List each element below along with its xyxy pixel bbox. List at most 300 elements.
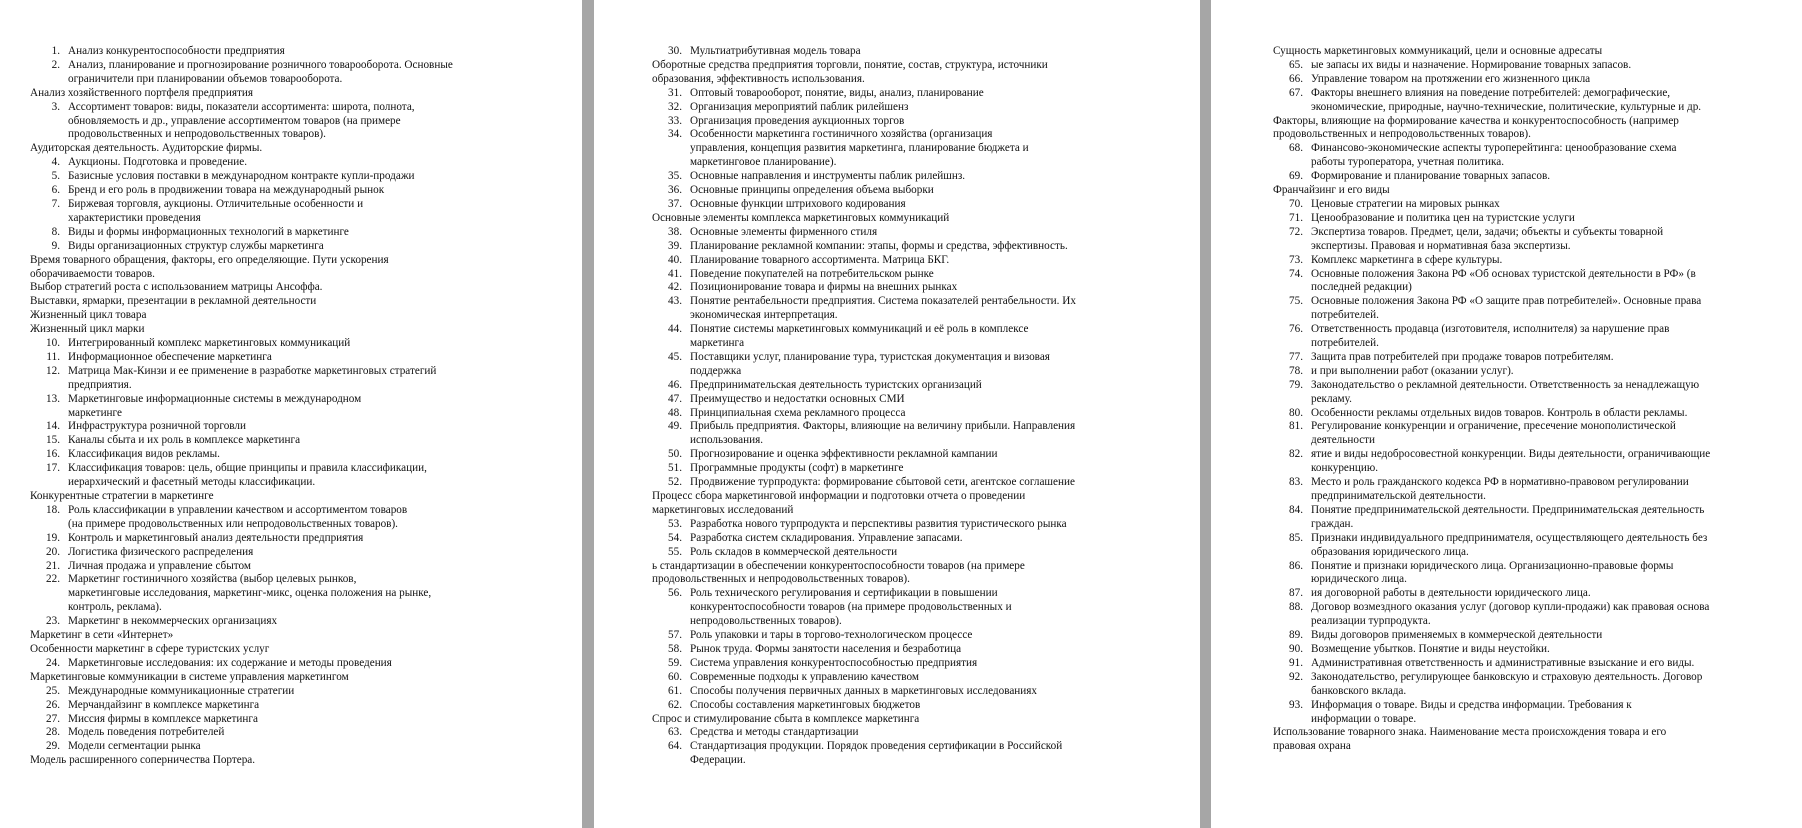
list-number: 21. xyxy=(46,559,60,572)
list-item xyxy=(652,198,1176,212)
list-item xyxy=(1273,671,1778,685)
line-text: использования. xyxy=(690,434,764,447)
list-number: 62. xyxy=(668,698,682,711)
list-item-continuation xyxy=(1273,518,1778,532)
list-item xyxy=(652,87,1176,101)
list-number: 61. xyxy=(668,684,682,697)
list-item-continuation xyxy=(1273,573,1778,587)
list-number: 46. xyxy=(668,378,682,391)
line-text: Экспертиза товаров. Предмет, цели, задачи; объекты и субъекты товарной xyxy=(1311,225,1664,238)
list-item-continuation xyxy=(30,212,558,226)
list-item xyxy=(652,323,1176,337)
list-item xyxy=(30,198,558,212)
line-text: потребителей. xyxy=(1311,309,1379,322)
list-number: 65. xyxy=(1289,58,1303,71)
document-page-2 xyxy=(594,0,1200,828)
list-number: 59. xyxy=(668,656,682,669)
list-number: 22. xyxy=(46,573,60,586)
list-item xyxy=(1273,601,1778,615)
line-text: Договор возмездного оказания услуг (договор купли-продажи) как правовая основа xyxy=(1311,601,1710,614)
list-number: 12. xyxy=(46,364,60,377)
list-number: 79. xyxy=(1289,378,1303,391)
list-item xyxy=(30,420,558,434)
line-text: оборачиваемости товаров. xyxy=(30,267,155,280)
list-item-continuation xyxy=(652,337,1176,351)
list-number: 86. xyxy=(1289,559,1303,572)
line-text: Маркетинговые коммуникации в системе управления маркетингом xyxy=(30,670,349,683)
list-item-continuation xyxy=(30,115,558,129)
list-item xyxy=(30,615,558,629)
list-item xyxy=(652,128,1176,142)
line-text: Особенности рекламы отдельных видов товаров. Контроль в области рекламы. xyxy=(1311,406,1688,419)
line-text: информации о товаре. xyxy=(1311,712,1417,725)
list-item-continuation xyxy=(1273,101,1778,115)
line-text: продовольственных и непродовольственных товаров). xyxy=(68,128,326,141)
list-item xyxy=(652,476,1176,490)
line-text: Место и роль гражданского кодекса РФ в нормативно-правовом регулировании xyxy=(1311,476,1689,489)
line-text: Преимущество и недостатки основных СМИ xyxy=(690,392,905,405)
line-text: Основные положения Закона РФ «Об основах туристской деятельности в РФ» (в xyxy=(1311,267,1696,280)
list-number: 2. xyxy=(51,58,60,71)
line-text: Миссия фирмы в комплексе маркетинга xyxy=(68,712,258,725)
line-text: Рынок труда. Формы занятости населения и безработица xyxy=(690,642,962,655)
list-number: 56. xyxy=(668,587,682,600)
line-text: Франчайзинг и его виды xyxy=(1273,184,1390,197)
list-number: 42. xyxy=(668,281,682,294)
list-number: 47. xyxy=(668,392,682,405)
list-number: 77. xyxy=(1289,350,1303,363)
list-number: 66. xyxy=(1289,72,1303,85)
line-text: Управление товаром на протяжении его жизненного цикла xyxy=(1311,72,1591,85)
line-text: Маркетинг в некоммерческих организациях xyxy=(68,615,278,628)
line-text: иерархический и фасетный методы классификации. xyxy=(68,476,316,489)
list-item xyxy=(652,671,1176,685)
list-item xyxy=(652,546,1176,560)
list-number: 83. xyxy=(1289,476,1303,489)
section-heading xyxy=(652,212,1176,226)
list-number: 16. xyxy=(46,448,60,461)
line-text: Маркетинговые информационные системы в международном xyxy=(68,392,362,405)
list-item xyxy=(30,226,558,240)
list-number: 90. xyxy=(1289,642,1303,655)
line-text: Анализ конкурентоспособности предприятия xyxy=(68,45,285,57)
list-number: 35. xyxy=(668,170,682,183)
line-text: Средства и методы стандартизации xyxy=(690,726,859,739)
list-number: 67. xyxy=(1289,86,1303,99)
list-number: 15. xyxy=(46,434,60,447)
line-text: реализации турпродукта. xyxy=(1311,615,1431,628)
list-item-continuation xyxy=(1273,337,1778,351)
section-heading xyxy=(1273,726,1778,740)
list-item xyxy=(30,45,558,59)
line-text: ятие и виды недобросовестной конкуренции. Виды деятельности, ограничивающие xyxy=(1311,448,1711,461)
list-item xyxy=(1273,73,1778,87)
section-heading xyxy=(30,323,558,337)
line-text: маркетинге xyxy=(68,406,122,419)
list-item-continuation xyxy=(652,142,1176,156)
line-text: Инфраструктура розничной торговли xyxy=(68,420,246,433)
line-text: Модель поведения потребителей xyxy=(68,726,225,739)
list-item xyxy=(652,226,1176,240)
list-item xyxy=(30,573,558,587)
document-page-3 xyxy=(1211,0,1802,828)
line-text: Маркетинг гостиничного хозяйства (выбор целевых рынков, xyxy=(68,573,357,586)
list-item xyxy=(652,407,1176,421)
section-heading xyxy=(652,59,1176,73)
line-text: Принципиальная схема рекламного процесса xyxy=(690,406,906,419)
list-number: 89. xyxy=(1289,629,1303,642)
list-item xyxy=(30,156,558,170)
line-text: Роль складов в коммерческой деятельности xyxy=(690,545,898,558)
list-item xyxy=(652,184,1176,198)
line-text: Роль упаковки и тары в торгово-технологическом процессе xyxy=(690,629,973,642)
list-item-continuation xyxy=(1273,615,1778,629)
list-item xyxy=(652,629,1176,643)
list-number: 25. xyxy=(46,684,60,697)
list-item-continuation xyxy=(1273,281,1778,295)
list-item xyxy=(652,518,1176,532)
line-text: Стандартизация продукции. Порядок проведения сертификации в Российской xyxy=(690,740,1063,753)
list-item xyxy=(30,101,558,115)
list-item-continuation xyxy=(652,434,1176,448)
list-number: 39. xyxy=(668,239,682,252)
list-number: 63. xyxy=(668,726,682,739)
list-number: 68. xyxy=(1289,142,1303,155)
list-number: 49. xyxy=(668,420,682,433)
list-number: 44. xyxy=(668,323,682,336)
list-number: 51. xyxy=(668,462,682,475)
list-item-continuation xyxy=(30,518,558,532)
line-text: предприятия. xyxy=(68,378,132,391)
line-text: Личная продажа и управление сбытом xyxy=(68,559,251,572)
line-text: Поставщики услуг, планирование тура, туристская документация и визовая xyxy=(690,350,1050,363)
list-item xyxy=(30,532,558,546)
section-heading xyxy=(1273,45,1778,59)
list-item-continuation xyxy=(1273,685,1778,699)
list-number: 93. xyxy=(1289,698,1303,711)
list-item-continuation xyxy=(1273,490,1778,504)
list-number: 92. xyxy=(1289,670,1303,683)
list-item-continuation xyxy=(1273,240,1778,254)
list-item xyxy=(1273,587,1778,601)
list-number: 1. xyxy=(51,45,60,57)
list-item xyxy=(30,713,558,727)
line-text: характеристики проведения xyxy=(68,211,201,224)
list-item xyxy=(1273,87,1778,101)
list-item xyxy=(1273,365,1778,379)
list-item xyxy=(30,184,558,198)
list-item xyxy=(1273,407,1778,421)
list-number: 7. xyxy=(51,197,60,210)
line-text: Мультиатрибутивная модель товара xyxy=(690,45,861,57)
line-text: Понятие и признаки юридического лица. Организационно-правовые формы xyxy=(1311,559,1674,572)
list-number: 28. xyxy=(46,726,60,739)
list-number: 40. xyxy=(668,253,682,266)
line-text: рекламу. xyxy=(1311,392,1352,405)
line-text: Прибыль предприятия. Факторы, влияющие на величину прибыли. Направления xyxy=(690,420,1076,433)
list-item xyxy=(652,643,1176,657)
section-heading xyxy=(1273,115,1778,129)
line-text: Модель расширенного соперничества Портера. xyxy=(30,754,256,767)
list-item xyxy=(652,685,1176,699)
line-text: Разработка нового турпродукта и перспективы развития туристического рынка xyxy=(690,517,1067,530)
list-number: 81. xyxy=(1289,420,1303,433)
list-item xyxy=(30,351,558,365)
list-number: 87. xyxy=(1289,587,1303,600)
section-heading xyxy=(652,560,1176,574)
line-text: Биржевая торговля, аукционы. Отличительные особенности и xyxy=(68,197,364,210)
list-item xyxy=(1273,643,1778,657)
line-text: Ассортимент товаров: виды, показатели ассортимента: широта, полнота, xyxy=(68,100,415,113)
list-number: 72. xyxy=(1289,225,1303,238)
list-item xyxy=(1273,504,1778,518)
list-number: 32. xyxy=(668,100,682,113)
list-number: 33. xyxy=(668,114,682,127)
line-text: Спрос и стимулирование сбыта в комплексе маркетинга xyxy=(652,712,920,725)
section-heading xyxy=(30,629,558,643)
line-text: Способы получения первичных данных в маркетинговых исследованиях xyxy=(690,684,1038,697)
list-item xyxy=(1273,532,1778,546)
line-text: Классификация видов рекламы. xyxy=(68,448,220,461)
line-text: Основные положения Закона РФ «О защите прав потребителей». Основные права xyxy=(1311,295,1702,308)
list-number: 80. xyxy=(1289,406,1303,419)
line-text: Финансово-экономические аспекты туроперейтинга: ценообразование схема xyxy=(1311,142,1677,155)
line-text: экспертизы. Правовая и нормативная база экспертизы. xyxy=(1311,239,1571,252)
line-text: Контроль и маркетинговый анализ деятельности предприятия xyxy=(68,531,364,544)
list-number: 54. xyxy=(668,531,682,544)
line-text: Логистика физического распределения xyxy=(68,545,254,558)
list-number: 55. xyxy=(668,545,682,558)
line-text: конкуренцию. xyxy=(1311,462,1378,475)
list-item xyxy=(30,365,558,379)
line-text: ые запасы их виды и назначение. Нормирование товарных запасов. xyxy=(1311,58,1632,71)
line-text: конкурентоспособности товаров (на примере продовольственных и xyxy=(690,601,1012,614)
list-item-continuation xyxy=(652,156,1176,170)
list-number: 19. xyxy=(46,531,60,544)
line-text: работы туроператора, учетная политика. xyxy=(1311,156,1505,169)
list-item xyxy=(30,740,558,754)
line-text: Факторы, влияющие на формирование качества и конкурентоспособность (например xyxy=(1273,114,1679,127)
list-number: 50. xyxy=(668,448,682,461)
section-heading xyxy=(30,754,558,768)
list-item xyxy=(30,393,558,407)
list-item-continuation xyxy=(30,407,558,421)
line-text: Регулирование конкуренции и ограничение, пресечение монополистической xyxy=(1311,420,1676,433)
list-item-continuation xyxy=(652,601,1176,615)
section-heading xyxy=(652,490,1176,504)
line-text: Анализ, планирование и прогнозирование розничного товарооборота. Основные xyxy=(68,58,453,71)
list-item xyxy=(1273,476,1778,490)
list-item xyxy=(1273,657,1778,671)
list-item xyxy=(652,726,1176,740)
line-text: образования, эффективность использования. xyxy=(652,72,865,85)
list-item xyxy=(652,45,1176,59)
list-number: 41. xyxy=(668,267,682,280)
section-heading xyxy=(1273,740,1778,754)
line-text: Особенности маркетинг в сфере туристских услуг xyxy=(30,642,270,655)
list-item xyxy=(652,462,1176,476)
list-item xyxy=(652,532,1176,546)
list-item xyxy=(652,281,1176,295)
list-number: 27. xyxy=(46,712,60,725)
list-item xyxy=(30,699,558,713)
line-text: Возмещение убытков. Понятие и виды неустойки. xyxy=(1311,642,1550,655)
list-item xyxy=(652,657,1176,671)
list-number: 37. xyxy=(668,197,682,210)
list-item xyxy=(652,115,1176,129)
line-text: Модели сегментации рынка xyxy=(68,740,201,753)
list-number: 17. xyxy=(46,462,60,475)
list-number: 14. xyxy=(46,420,60,433)
line-text: Сущность маркетинговых коммуникаций, цели и основные адресаты xyxy=(1273,45,1603,57)
list-item xyxy=(652,170,1176,184)
list-number: 10. xyxy=(46,337,60,350)
list-item xyxy=(1273,170,1778,184)
section-heading xyxy=(1273,184,1778,198)
list-item-continuation xyxy=(1273,546,1778,560)
line-text: Понятие рентабельности предприятия. Система показателей рентабельности. Их xyxy=(690,295,1076,308)
line-text: Бренд и его роль в продвижении товара на международный рынок xyxy=(68,184,385,197)
list-item xyxy=(1273,295,1778,309)
line-text: Информационное обеспечение маркетинга xyxy=(68,350,272,363)
list-number: 71. xyxy=(1289,211,1303,224)
list-item-continuation xyxy=(652,309,1176,323)
line-text: последней редакции) xyxy=(1311,281,1412,294)
section-heading xyxy=(30,254,558,268)
line-text: Оборотные средства предприятия торговли, понятие, состав, структура, источники xyxy=(652,58,1048,71)
list-item xyxy=(1273,351,1778,365)
line-text: Разработка систем складирования. Управление запасами. xyxy=(690,531,963,544)
line-text: Виды и формы информационных технологий в маркетинге xyxy=(68,225,349,238)
list-number: 91. xyxy=(1289,656,1303,669)
list-number: 52. xyxy=(668,476,682,489)
list-item xyxy=(1273,323,1778,337)
section-heading xyxy=(652,504,1176,518)
line-text: Маркетинг в сети «Интернет» xyxy=(30,629,174,642)
line-text: Система управления конкурентоспособностью предприятия xyxy=(690,656,978,669)
line-text: Формирование и планирование товарных запасов. xyxy=(1311,170,1551,183)
line-text: ь стандартизации в обеспечении конкурентоспособности товаров (на примере xyxy=(652,559,1025,572)
line-text: Жизненный цикл марки xyxy=(30,323,145,336)
list-item xyxy=(652,448,1176,462)
list-number: 58. xyxy=(668,642,682,655)
line-text: Аукционы. Подготовка и проведение. xyxy=(68,156,248,169)
line-text: Программные продукты (софт) в маркетинге xyxy=(690,462,904,475)
line-text: (на примере продовольственных или непродовольственных товаров). xyxy=(68,517,398,530)
line-text: Основные направления и инструменты паблик рилейшнз. xyxy=(690,170,966,183)
list-number: 69. xyxy=(1289,170,1303,183)
line-text: Основные элементы комплекса маркетинговых коммуникаций xyxy=(652,211,950,224)
section-heading xyxy=(652,573,1176,587)
list-item-continuation xyxy=(652,754,1176,768)
line-text: Организация мероприятий паблик рилейшенз xyxy=(690,100,909,113)
list-item xyxy=(30,560,558,574)
section-heading xyxy=(652,713,1176,727)
list-item xyxy=(1273,629,1778,643)
line-text: контроль, реклама). xyxy=(68,601,162,614)
section-heading xyxy=(30,671,558,685)
line-text: Организация проведения аукционных торгов xyxy=(690,114,905,127)
line-text: Защита прав потребителей при продаже товаров потребителям. xyxy=(1311,350,1614,363)
line-text: Признаки индивидуального предпринимателя, осуществляющего деятельность без xyxy=(1311,531,1708,544)
line-text: маркетинговое планирование). xyxy=(690,156,837,169)
line-text: Позиционирование товара и фирмы на внешних рынках xyxy=(690,281,958,294)
line-text: Ценообразование и политика цен на туристские услуги xyxy=(1311,211,1575,224)
list-item xyxy=(30,170,558,184)
list-number: 3. xyxy=(51,100,60,113)
list-number: 6. xyxy=(51,184,60,197)
line-text: Основные принципы определения объема выборки xyxy=(690,184,934,197)
line-text: Понятие предпринимательской деятельности. Предпринимательская деятельность xyxy=(1311,503,1705,516)
list-number: 5. xyxy=(51,170,60,183)
list-item xyxy=(652,379,1176,393)
section-heading xyxy=(30,309,558,323)
line-text: Факторы внешнего влияния на поведение потребителей: демографические, xyxy=(1311,86,1671,99)
list-item xyxy=(30,448,558,462)
line-text: Выставки, ярмарки, презентации в рекламной деятельности xyxy=(30,295,317,308)
line-text: маркетинга xyxy=(690,337,745,350)
section-heading xyxy=(30,643,558,657)
section-heading xyxy=(30,295,558,309)
section-heading xyxy=(30,87,558,101)
list-number: 24. xyxy=(46,656,60,669)
list-number: 88. xyxy=(1289,601,1303,614)
list-item xyxy=(1273,448,1778,462)
line-text: маркетинговые исследования, маркетинг-микс, оценка положения на рынке, xyxy=(68,587,432,600)
list-item-continuation xyxy=(30,476,558,490)
list-item xyxy=(30,657,558,671)
line-text: предпринимательской деятельности. xyxy=(1311,490,1486,502)
line-text: Понятие системы маркетинговых коммуникаций и её роль в комплексе xyxy=(690,323,1029,336)
list-item xyxy=(652,587,1176,601)
line-text: экономические, природные, научно-технические, политические, культурные и др. xyxy=(1311,100,1702,113)
list-item xyxy=(652,393,1176,407)
list-number: 36. xyxy=(668,184,682,197)
section-heading xyxy=(30,142,558,156)
list-number: 57. xyxy=(668,629,682,642)
line-text: Виды организационных структур службы маркетинга xyxy=(68,239,324,252)
line-text: Роль классификации в управлении качеством и ассортиментом товаров xyxy=(68,503,408,516)
line-text: Анализ хозяйственного портфеля предприятия xyxy=(30,86,254,99)
line-text: Виды договоров применяемых в коммерческой деятельности xyxy=(1311,629,1603,642)
list-item xyxy=(30,685,558,699)
list-number: 31. xyxy=(668,86,682,99)
list-item xyxy=(652,240,1176,254)
list-number: 4. xyxy=(51,156,60,169)
list-item-continuation xyxy=(652,365,1176,379)
section-heading xyxy=(30,281,558,295)
list-item-continuation xyxy=(1273,156,1778,170)
list-item-continuation xyxy=(30,73,558,87)
list-number: 18. xyxy=(46,503,60,516)
line-text: ия договорной работы в деятельности юридического лица. xyxy=(1311,587,1591,600)
line-text: Способы составления маркетинговых бюджетов xyxy=(690,698,921,711)
list-item xyxy=(30,337,558,351)
list-number: 75. xyxy=(1289,295,1303,308)
line-text: банковского вклада. xyxy=(1311,684,1407,697)
line-text: экономическая интерпретация. xyxy=(690,309,838,322)
line-text: потребителей. xyxy=(1311,337,1379,350)
line-text: правовая охрана xyxy=(1273,740,1351,753)
list-item xyxy=(652,420,1176,434)
list-item-continuation xyxy=(1273,434,1778,448)
list-item xyxy=(30,462,558,476)
line-text: Продвижение турпродукта: формирование сбытовой сети, агентское соглашение xyxy=(690,476,1075,489)
list-number: 48. xyxy=(668,406,682,419)
line-text: Особенности маркетинга гостиничного хозяйства (организация xyxy=(690,128,993,141)
list-number: 53. xyxy=(668,517,682,530)
line-text: Законодательство, регулирующее банковскую и страховую деятельность. Договор xyxy=(1311,670,1703,683)
